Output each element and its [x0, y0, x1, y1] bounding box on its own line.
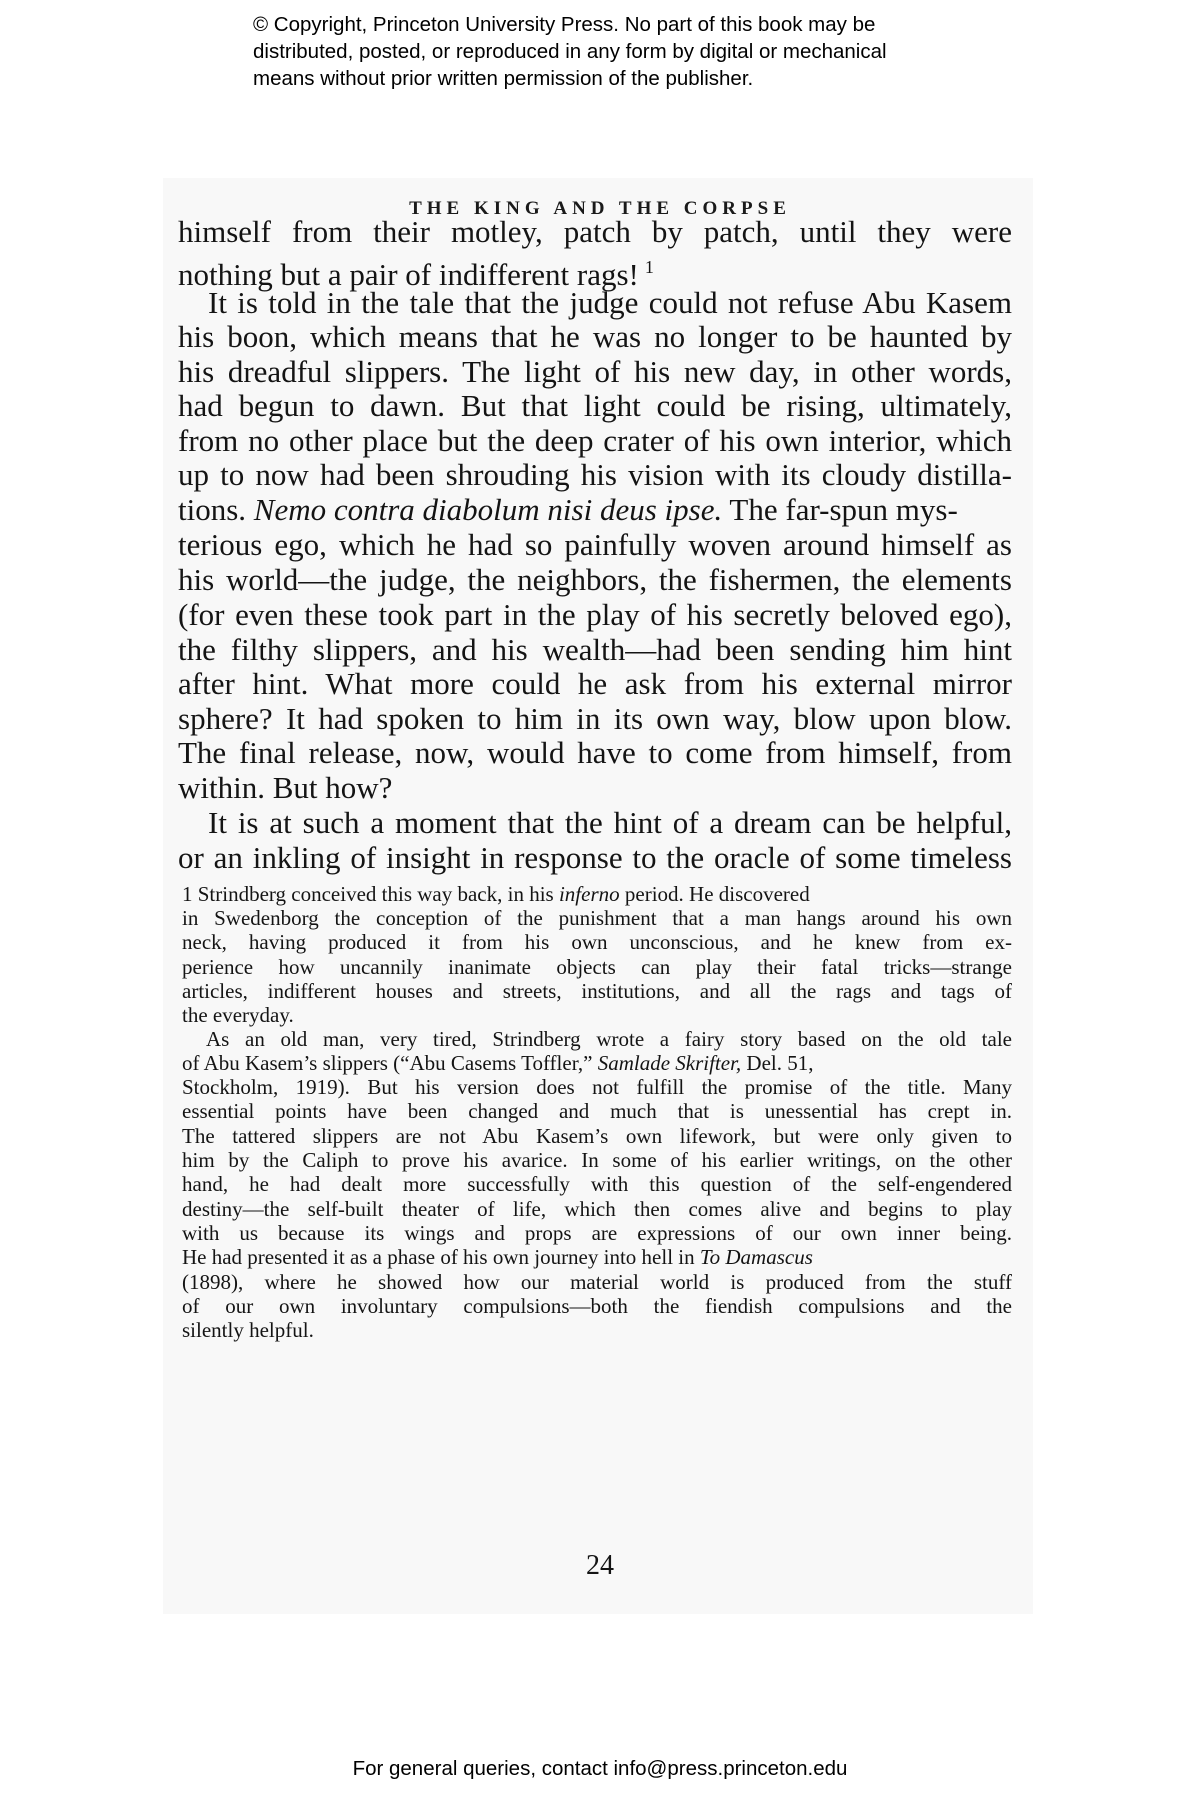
footnote-line: articles, indifferent houses and streets, institutions, and all the rags and tags of [182, 979, 1012, 1003]
footnote-line: The tattered slippers are not Abu Kasem’s own lifework, but were only given to [182, 1124, 1012, 1148]
footnote-emphasis: Samlade Skrifter, [597, 1051, 742, 1075]
footnote-line: destiny—the self-built theater of life, which then comes alive and begins to play [182, 1197, 1012, 1221]
body-line: or an inkling of insight in response to the oracle of some timeless [178, 840, 1012, 875]
body-line: up to now had been shrouding his vision with its cloudy distilla- [178, 457, 1012, 492]
body-line: himself from their motley, patch by patch, until they were [178, 214, 1012, 249]
body-line-text: The far-spun mys- [729, 492, 958, 527]
footnote-line [182, 1243, 1012, 1271]
footnote-line: the everyday. [182, 1003, 294, 1027]
body-line: The final release, now, would have to come from himself, from [178, 735, 1012, 770]
copyright-line: distributed, posted, or reproduced in any form by digital or mechanical [253, 40, 887, 63]
body-line: It is at such a moment that the hint of a dream can be helpful, [208, 805, 1012, 840]
latin-phrase: Nemo contra diabolum nisi deus ipse. [253, 492, 723, 527]
footnote-line: Stockholm, 1919). But his version does not fulfill the promise of the title. Many [182, 1075, 1012, 1099]
footnote-emphasis: inferno [558, 882, 620, 906]
body-line [178, 490, 1012, 529]
body-line-text: tions. [178, 492, 247, 527]
body-line: sphere? It had spoken to him in its own way, blow upon blow. [178, 701, 1012, 736]
copyright-line: © Copyright, Princeton University Press. No part of this book may be [253, 13, 876, 36]
footnote-line: silently helpful. [182, 1318, 314, 1342]
footnote-line: perience how uncannily inanimate objects can play their fatal tricks—strange [182, 955, 1012, 979]
body-line: his boon, which means that he was no longer to be haunted by [178, 319, 1012, 354]
page-number: 24 [586, 1550, 614, 1581]
footnote-line-text: 1 Strindberg conceived this way back, in his [182, 882, 554, 906]
footnote-line: essential points have been changed and much that is unessential has crept in. [182, 1099, 1012, 1123]
body-line: his world—the judge, the neighbors, the fishermen, the elements [178, 562, 1012, 597]
footnote-line-text: of Abu Kasem’s slippers (“Abu Casems Toffler,” [182, 1051, 593, 1075]
footnote-line: in Swedenborg the conception of the punishment that a man hangs around his own [182, 906, 1012, 930]
footnote-line-text: period. He discovered [624, 882, 810, 906]
body-line: had begun to dawn. But that light could be rising, ultimately, [178, 388, 1012, 423]
copyright-notice [253, 11, 1013, 92]
footnote-line: (1898), where he showed how our material world is produced from the stuff [182, 1270, 1012, 1294]
footnote-line-text: He had presented it as a phase of his own journey into hell in [182, 1245, 695, 1269]
footnote-line: of our own involuntary compulsions—both the fiendish compulsions and the [182, 1294, 1012, 1318]
contact-footer: For general queries, contact info@press.princeton.edu [352, 1757, 848, 1780]
footnote-emphasis: To Damascus [699, 1245, 813, 1269]
body-line: the filthy slippers, and his wealth—had been sending him hint [178, 632, 1012, 667]
body-line: from no other place but the deep crater of his own interior, which [178, 423, 1012, 458]
footnote-line: him by the Caliph to prove his avarice. In some of his earlier writings, on the other [182, 1148, 1012, 1172]
footnote-line-text: Del. 51, [746, 1051, 814, 1075]
body-line: terious ego, which he had so painfully woven around himself as [178, 527, 1012, 562]
body-line: his dreadful slippers. The light of his new day, in other words, [178, 354, 1012, 389]
footnote-line: neck, having produced it from his own unconscious, and he knew from ex- [182, 930, 1012, 954]
body-line: It is told in the tale that the judge could not refuse Abu Kasem [208, 285, 1012, 320]
body-line: after hint. What more could he ask from his external mirror [178, 666, 1012, 701]
footnote-reference: 1 [644, 257, 654, 277]
body-line: (for even these took part in the play of his secretly beloved ego), [178, 597, 1012, 632]
footnote-line: hand, he had dealt more successfully with this question of the self-engendered [182, 1172, 1012, 1196]
footnote-line: As an old man, very tired, Strindberg wrote a fairy story based on the old tale [206, 1027, 1012, 1051]
running-head: THE KING AND THE CORPSE [409, 198, 791, 219]
body-line-text: nothing but a pair of indifferent rags! [178, 257, 639, 292]
copyright-line: means without prior written permission of the publisher. [253, 67, 754, 90]
footnote-line: with us because its wings and props are expressions of our own inner being. [182, 1221, 1012, 1245]
body-line: within. But how? [178, 770, 393, 805]
